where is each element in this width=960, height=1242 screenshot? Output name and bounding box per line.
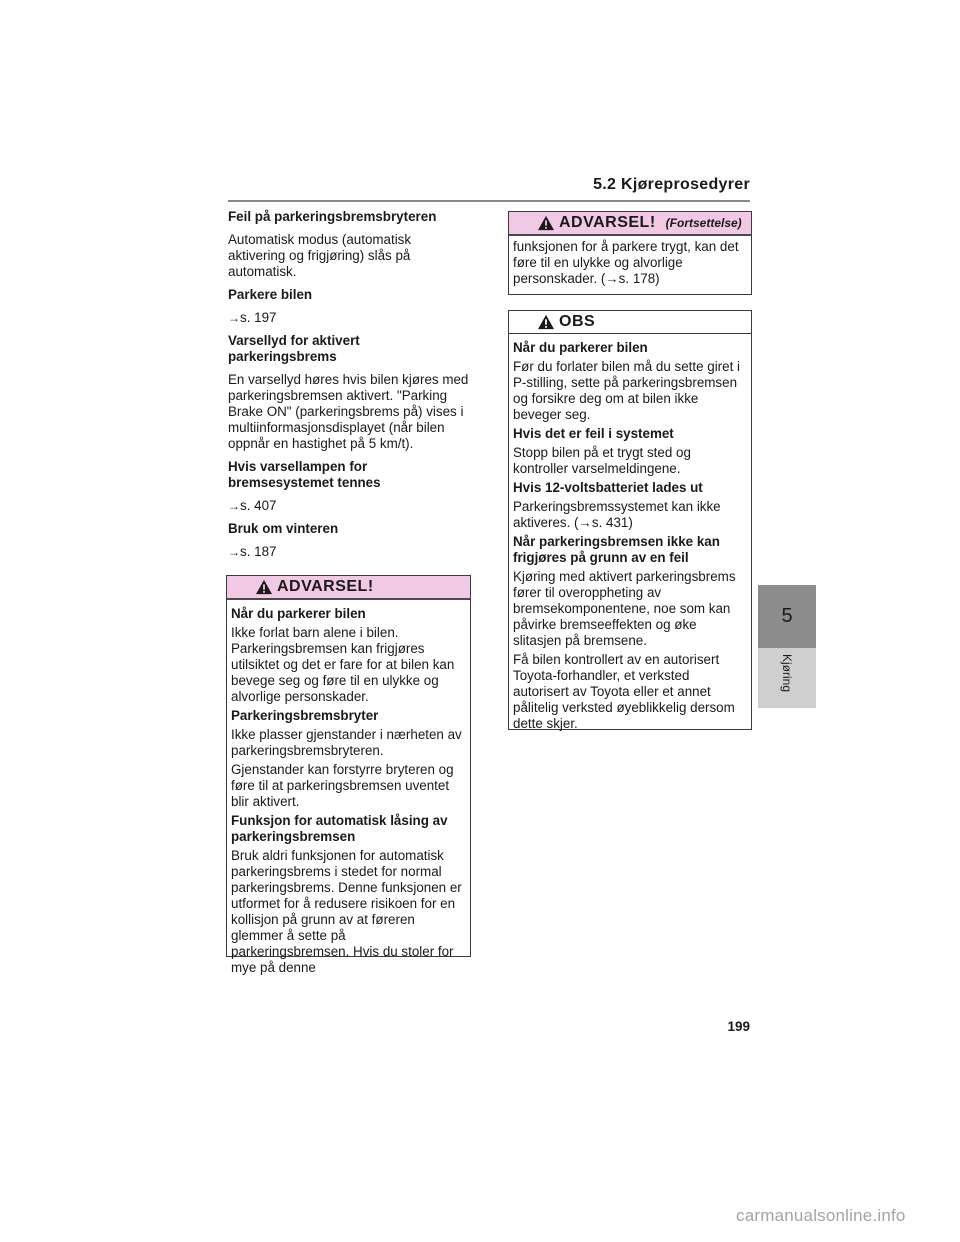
heading-park-car: Parkere bilen [228, 287, 313, 302]
page-ref-187[interactable] [228, 544, 470, 560]
chapter-number: 5 [781, 605, 793, 627]
obs-title-bar [509, 311, 751, 334]
page-ref-text: s. 197 [240, 310, 277, 325]
obs-box [508, 310, 752, 730]
obs-paragraph: Få bilen kontrollert av en autorisert Toyota-forhandler, et verksted autorisert av Toyota eller et annet pålitelig verksted øyeblikkelig dersom dette skjer. [513, 652, 735, 731]
page-ref-407[interactable] [228, 498, 470, 514]
warning-heading: Når du parkerer bilen [231, 606, 366, 621]
obs-heading: Når du parkerer bilen [513, 340, 648, 355]
obs-heading: Hvis 12-voltsbatteriet lades ut [513, 480, 703, 495]
warning-heading: Parkeringsbremsbryter [231, 708, 379, 723]
arrow-right-icon: → [228, 545, 240, 559]
warning-continued-title: ADVARSEL! [559, 214, 656, 231]
obs-body [509, 334, 751, 741]
section-title: 5.2 Kjøreprosedyrer [593, 176, 750, 193]
obs-heading: Hvis det er feil i systemet [513, 426, 674, 441]
warning-box [226, 575, 471, 975]
continued-label: (Fortsettelse) [665, 216, 742, 230]
obs-paragraph: Parkeringsbremssystemet kan ikke aktiveres. (→s. 431) [513, 499, 721, 530]
heading-warning-light: Hvis varsellampen for bremsesystemet tennes [228, 459, 381, 490]
warning-paragraph: Ikke forlat barn alene i bilen. Parkeringsbremsen kan frigjøres utilsiktet og det er fare for at bilen kan bevege seg og føre til en ulykke og alvorlige personskader. [231, 625, 455, 704]
paragraph-warning-sound: En varsellyd høres hvis bilen kjøres med parkeringsbremsen aktivert. "Parking Brake ON" (parkeringsbrems på) vises i multiinformasjonsdisplayet (når bilen oppnår en hastighet på 5 km/t). [228, 372, 469, 451]
warning-paragraph: Bruk aldri funksjonen for automatisk parkeringsbrems i stedet for normal parkeringsbrems. Denne funksjonen er utformet for å redusere risikoen for en kollisjon på grunn av at føreren glemmer å sette på parkeringsbremsen. Hvis du stoler for mye på denne [231, 848, 462, 975]
chapter-label-tab [758, 648, 816, 708]
heading-brake-switch-fault: Feil på parkeringsbremsbryteren [228, 209, 437, 224]
obs-heading: Når parkeringsbremsen ikke kan frigjøres på grunn av en feil [513, 534, 720, 565]
warning-title: ADVARSEL! [277, 578, 374, 595]
warning-body [227, 600, 470, 985]
paragraph-auto-mode: Automatisk modus (automatisk aktivering og frigjøring) slås på automatisk. [228, 232, 412, 279]
heading-winter-use: Bruk om vinteren [228, 521, 339, 536]
warning-title-bar [227, 576, 470, 600]
obs-paragraph: Kjøring med aktivert parkeringsbrems fører til overoppheting av bremsekomponentene, noe som kan påvirke bremseeffekten og øke slitasjen på bremsene. [513, 569, 736, 648]
left-column [228, 209, 470, 567]
page-ref-197[interactable] [228, 310, 470, 326]
page-number: 199 [727, 1019, 750, 1034]
warning-continued-paragraph: funksjonen for å parkere trygt, kan det føre til en ulykke og alvorlige personskader. (→s. 178) [513, 239, 739, 286]
warning-paragraph: Ikke plasser gjenstander i nærheten av parkeringsbremsbryteren. [231, 727, 462, 758]
warning-continued-box [508, 211, 752, 295]
warning-triangle-icon [255, 579, 273, 595]
page-ref-text: s. 407 [240, 498, 277, 513]
watermark: carmanualsonline.info [736, 1206, 906, 1225]
arrow-right-icon: → [228, 311, 240, 325]
obs-title: OBS [559, 313, 596, 330]
arrow-right-icon: → [228, 499, 240, 513]
header-rule [228, 200, 750, 202]
warning-continued-title-bar [509, 212, 751, 236]
heading-warning-sound: Varsellyd for aktivert parkeringsbrems [228, 333, 360, 364]
warning-continued-body [509, 236, 751, 296]
chapter-tab[interactable] [758, 585, 816, 648]
warning-paragraph: Gjenstander kan forstyrre bryteren og føre til at parkeringsbremsen uventet blir aktivert. [231, 762, 454, 809]
page-ref-text: s. 187 [240, 544, 277, 559]
warning-triangle-icon [537, 215, 555, 231]
warning-triangle-icon [537, 314, 555, 330]
chapter-label: Kjøring [780, 654, 794, 693]
obs-paragraph: Før du forlater bilen må du sette giret i P-stilling, sette på parkeringsbremsen og forsikre deg om at bilen ikke beveger seg. [513, 359, 740, 422]
warning-heading: Funksjon for automatisk låsing av parkeringsbremsen [231, 813, 448, 844]
obs-paragraph: Stopp bilen på et trygt sted og kontroller varselmeldingene. [513, 445, 691, 476]
